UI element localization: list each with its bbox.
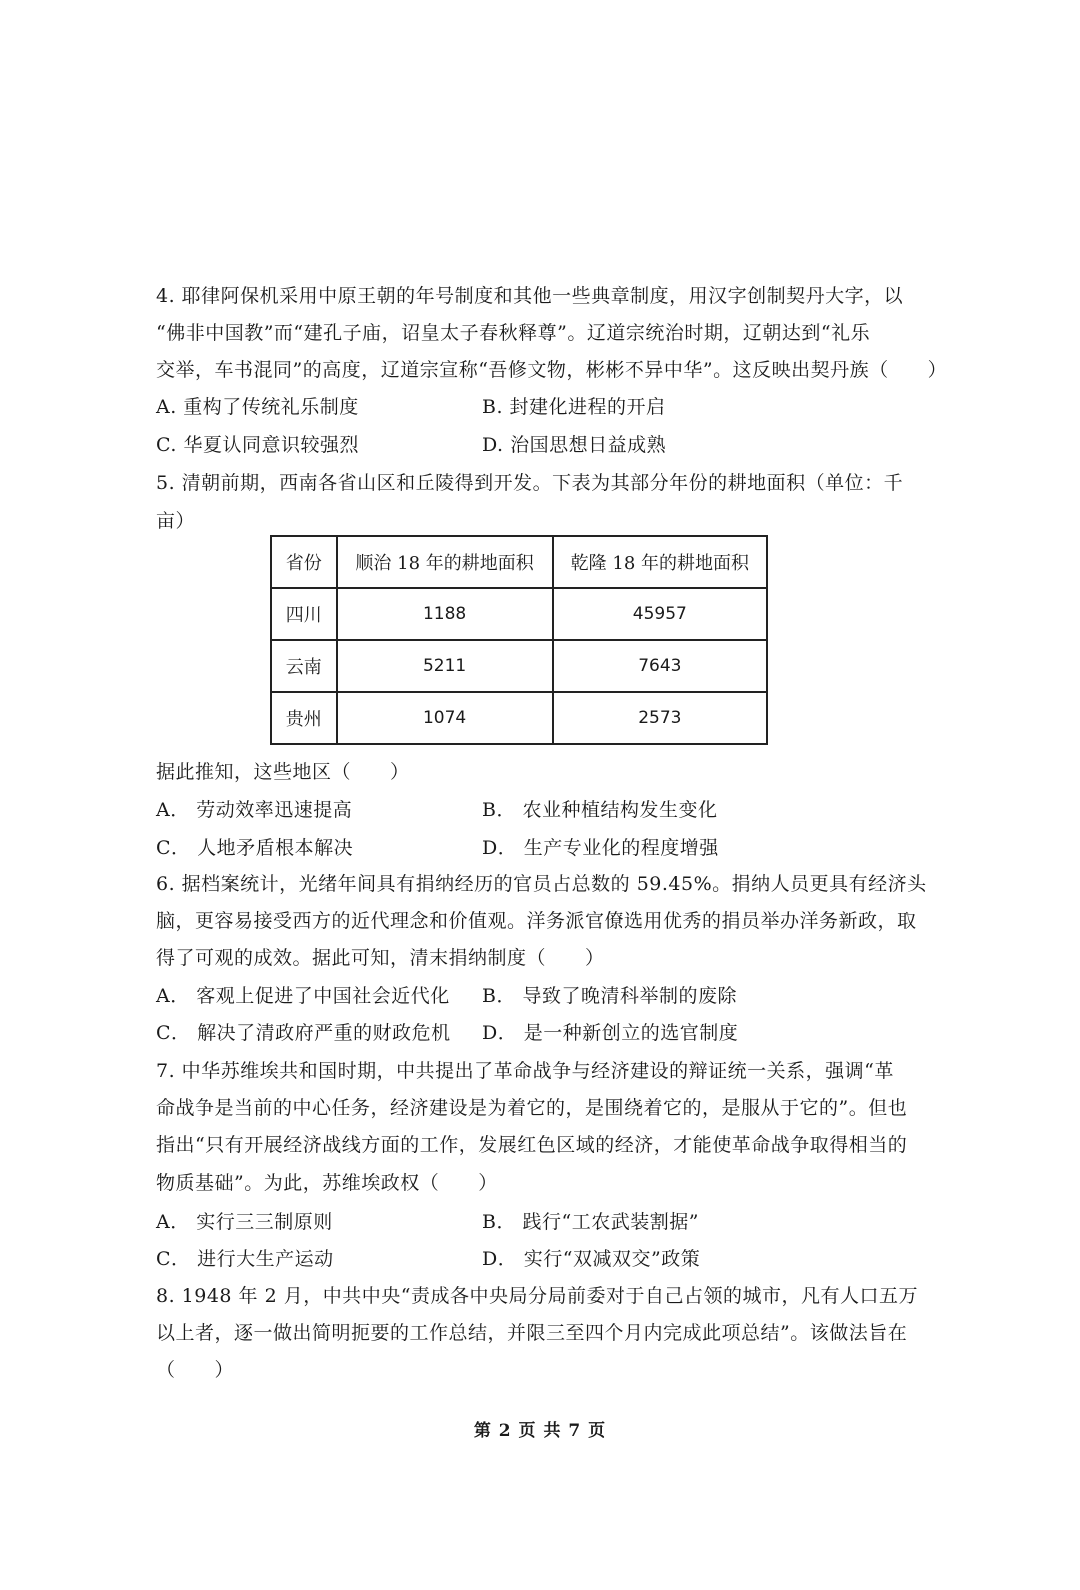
q8-line-3: （ ） <box>156 1359 235 1381</box>
q7-line-1: 7. 中华苏维埃共和国时期，中共提出了革命战争与经济建设的辩证统一关系，强调“革 <box>156 1060 894 1082</box>
page-number-footer: 第 2 页 共 7 页 <box>473 1421 607 1441</box>
table-cell-province: 云南 <box>271 640 337 692</box>
farmland-area-table <box>270 535 768 745</box>
q7-option-b: B． 践行“工农武装割据” <box>482 1211 699 1233</box>
q4-option-d: D. 治国思想日益成熟 <box>482 434 667 456</box>
q5-line-1: 5. 清朝前期，西南各省山区和丘陵得到开发。下表为其部分年份的耕地面积（单位：千 <box>156 472 904 494</box>
q6-line-1: 6. 据档案统计，光绪年间具有捐纳经历的官员占总数的 59.45%。捐纳人员更具有经济头 <box>156 873 927 895</box>
q6-line-2: 脑，更容易接受西方的近代理念和价值观。洋务派官僚选用优秀的捐员举办洋务新政，取 <box>156 910 917 932</box>
table-cell-shunzhi: 1188 <box>337 588 553 640</box>
q5-option-a: A． 劳动效率迅速提高 <box>156 799 353 821</box>
q7-line-2: 命战争是当前的中心任务，经济建设是为着它的，是围绕着它的，是服从于它的”。但也 <box>156 1097 908 1119</box>
q5-line-2: 亩） <box>156 510 196 532</box>
q6-option-b: B． 导致了晚清科举制的废除 <box>482 985 738 1007</box>
q8-line-2: 以上者，逐一做出简明扼要的工作总结，并限三至四个月内完成此项总结”。该做法旨在 <box>156 1322 908 1344</box>
table-header-province: 省份 <box>271 536 337 588</box>
q6-option-c: C． 解决了清政府严重的财政危机 <box>156 1022 451 1044</box>
q4-line-3: 交举，车书混同”的高度，辽道宗宣称“吾修文物，彬彬不异中华”。这反映出契丹族（ ） <box>156 359 948 381</box>
q7-option-a: A． 实行三三制原则 <box>156 1211 333 1233</box>
q8-line-1: 8. 1948 年 2 月，中共中央“责成各中央局分局前委对于自己占领的城市，凡有人口五万 <box>156 1285 918 1307</box>
table-row <box>271 640 767 692</box>
table-row <box>271 692 767 744</box>
q6-option-a: A． 客观上促进了中国社会近代化 <box>156 985 450 1007</box>
q4-line-2: “佛非中国教”而“建孔子庙，诏皇太子春秋释尊”。辽道宗统治时期，辽朝达到“礼乐 <box>156 322 871 344</box>
q4-option-b: B. 封建化进程的开启 <box>482 396 666 418</box>
q5-option-d: D． 生产专业化的程度增强 <box>482 837 719 859</box>
table-header-row <box>271 536 767 588</box>
q7-option-d: D． 实行“双减双交”政策 <box>482 1248 701 1270</box>
table-cell-qianlong: 7643 <box>553 640 767 692</box>
q5-option-b: B． 农业种植结构发生变化 <box>482 799 718 821</box>
q5-after-table: 据此推知，这些地区（ ） <box>156 761 410 783</box>
table-cell-qianlong: 45957 <box>553 588 767 640</box>
q6-option-d: D． 是一种新创立的选官制度 <box>482 1022 739 1044</box>
table-cell-shunzhi: 5211 <box>337 640 553 692</box>
q6-line-3: 得了可观的成效。据此可知，清末捐纳制度（ ） <box>156 947 605 969</box>
q7-line-3: 指出“只有开展经济战线方面的工作，发展红色区域的经济，才能使革命战争取得相当的 <box>156 1134 908 1156</box>
q4-option-a: A. 重构了传统礼乐制度 <box>156 396 359 418</box>
q4-line-1: 4. 耶律阿保机采用中原王朝的年号制度和其他一些典章制度，用汉字创制契丹大字，以 <box>156 285 904 307</box>
q7-option-c: C． 进行大生产运动 <box>156 1248 334 1270</box>
table-row <box>271 588 767 640</box>
q7-line-4: 物质基础”。为此，苏维埃政权（ ） <box>156 1172 498 1194</box>
table-header-qianlong: 乾隆 18 年的耕地面积 <box>553 536 767 588</box>
table-cell-province: 四川 <box>271 588 337 640</box>
table-cell-province: 贵州 <box>271 692 337 744</box>
table-header-shunzhi: 顺治 18 年的耕地面积 <box>337 536 553 588</box>
q4-option-c: C. 华夏认同意识较强烈 <box>156 434 359 456</box>
q5-option-c: C． 人地矛盾根本解决 <box>156 837 354 859</box>
table-cell-qianlong: 2573 <box>553 692 767 744</box>
table-cell-shunzhi: 1074 <box>337 692 553 744</box>
